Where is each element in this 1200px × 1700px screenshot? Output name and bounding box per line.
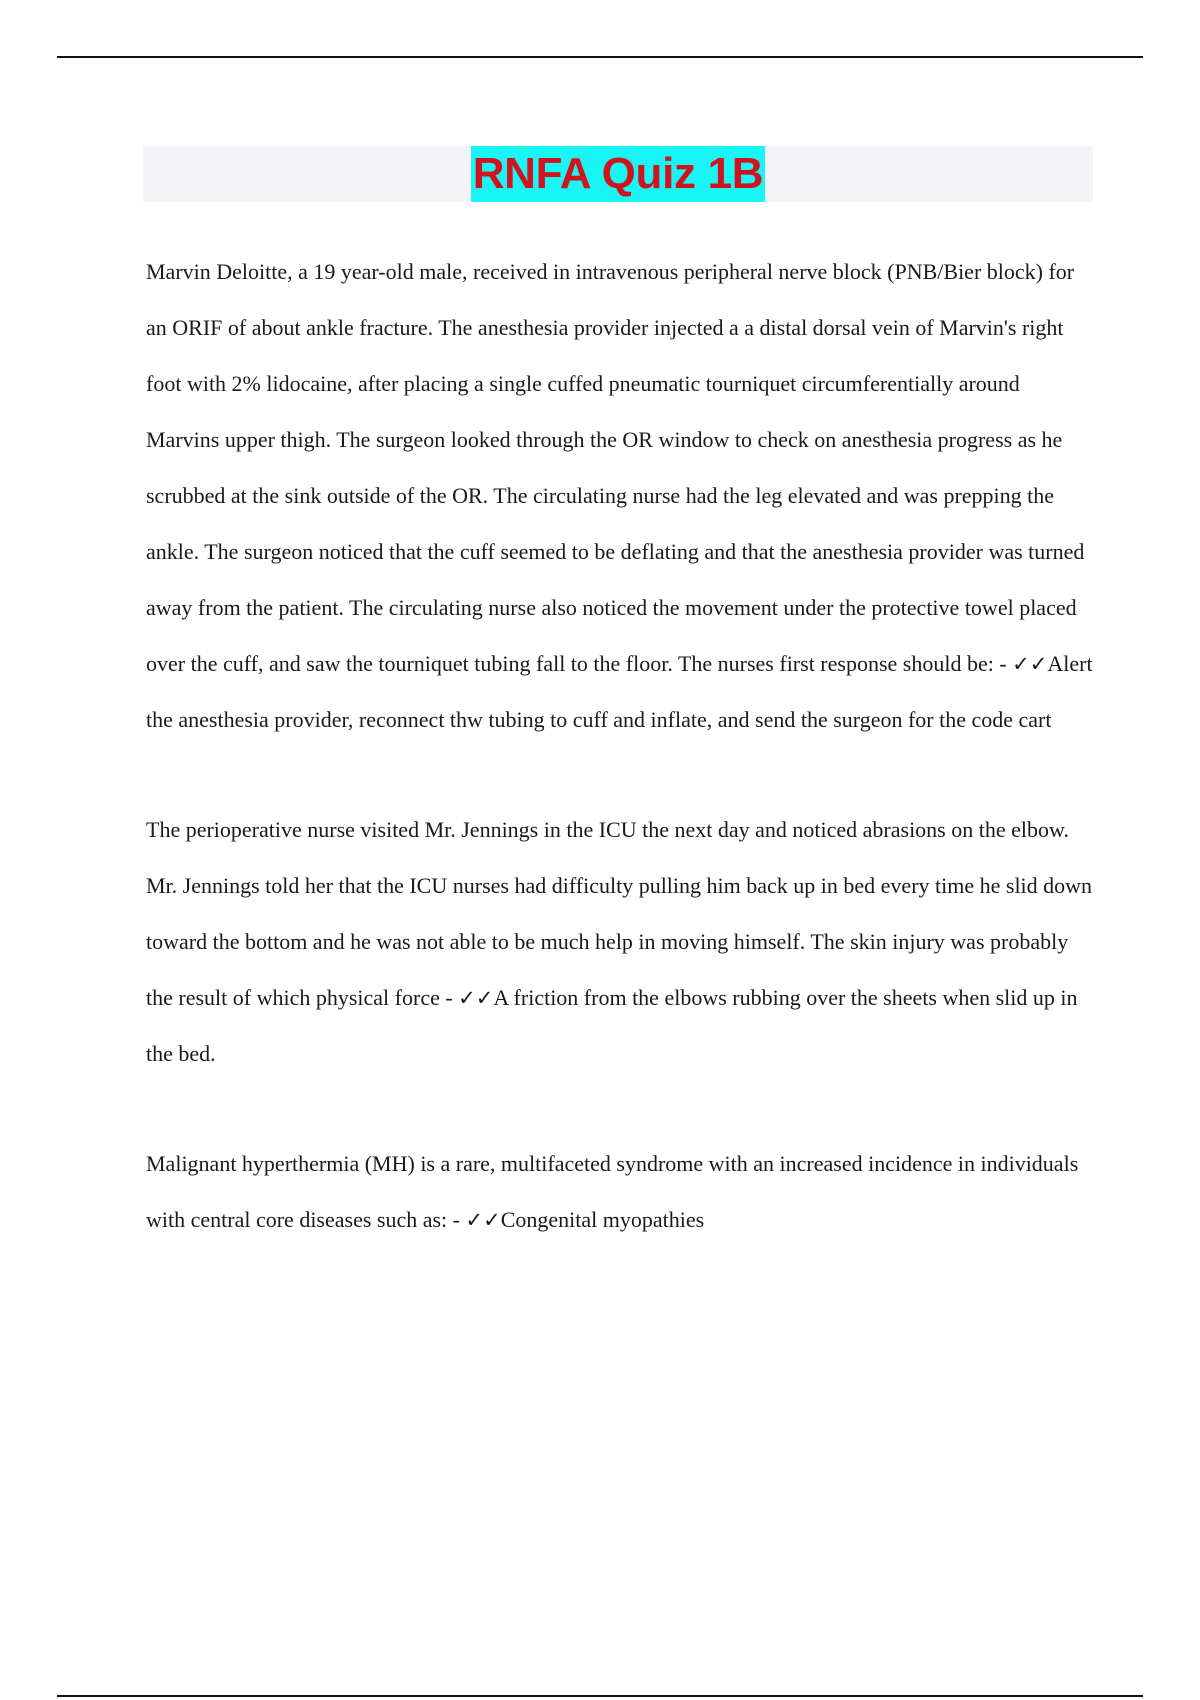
checkmark-icon: ✓✓ [1012,652,1048,676]
answer-text: A friction from the elbows rubbing over the sheets when slid up in the bed. [146,985,1078,1066]
question-text: Marvin Deloitte, a 19 year-old male, received in intravenous peripheral nerve block (PNB/Bier block) for an ORIF of about ankle fracture. The anesthesia provider injected a a distal dorsal vein of Marvin's right foot with 2% lidocaine, after placing a single cuffed pneumatic tourniquet circumferentially around Marvins upper thigh. The surgeon looked through the OR window to check on anesthesia progress as he scrubbed at the sink outside of the OR. The circulating nurse had the leg elevated and was prepping the ankle. The surgeon noticed that the cuff seemed to be deflating and that the anesthesia provider was turned away from the patient. The circulating nurse also noticed the movement under the protective towel placed over the cuff, and saw the tourniquet tubing fall to the floor. The nurses first response should be: - [146,259,1085,676]
title-band [143,146,1093,202]
question-item-3 [146,1136,1096,1248]
question-text: The perioperative nurse visited Mr. Jennings in the ICU the next day and noticed abrasions on the elbow. Mr. Jennings told her that the ICU nurses had difficulty pulling him back up in bed every time he slid down toward the bottom and he was not able to be much help in moving himself. The skin injury was probably the result of which physical force - [146,817,1093,1010]
bottom-rule [57,1695,1143,1697]
checkmark-icon: ✓✓ [458,986,494,1010]
checkmark-icon: ✓✓ [465,1208,501,1232]
question-item-1 [146,244,1096,748]
top-rule [57,56,1143,58]
question-text: Malignant hyperthermia (MH) is a rare, multifaceted syndrome with an increased incidence in individuals with central core diseases such as: - [146,1151,1079,1232]
answer-text: Alert the anesthesia provider, reconnect thw tubing to cuff and inflate, and send the surgeon for the code cart [146,651,1093,732]
question-item-2 [146,802,1096,1082]
document-title: RNFA Quiz 1B [471,146,766,202]
answer-text: Congenital myopathies [500,1207,705,1232]
document-body [146,244,1096,1302]
